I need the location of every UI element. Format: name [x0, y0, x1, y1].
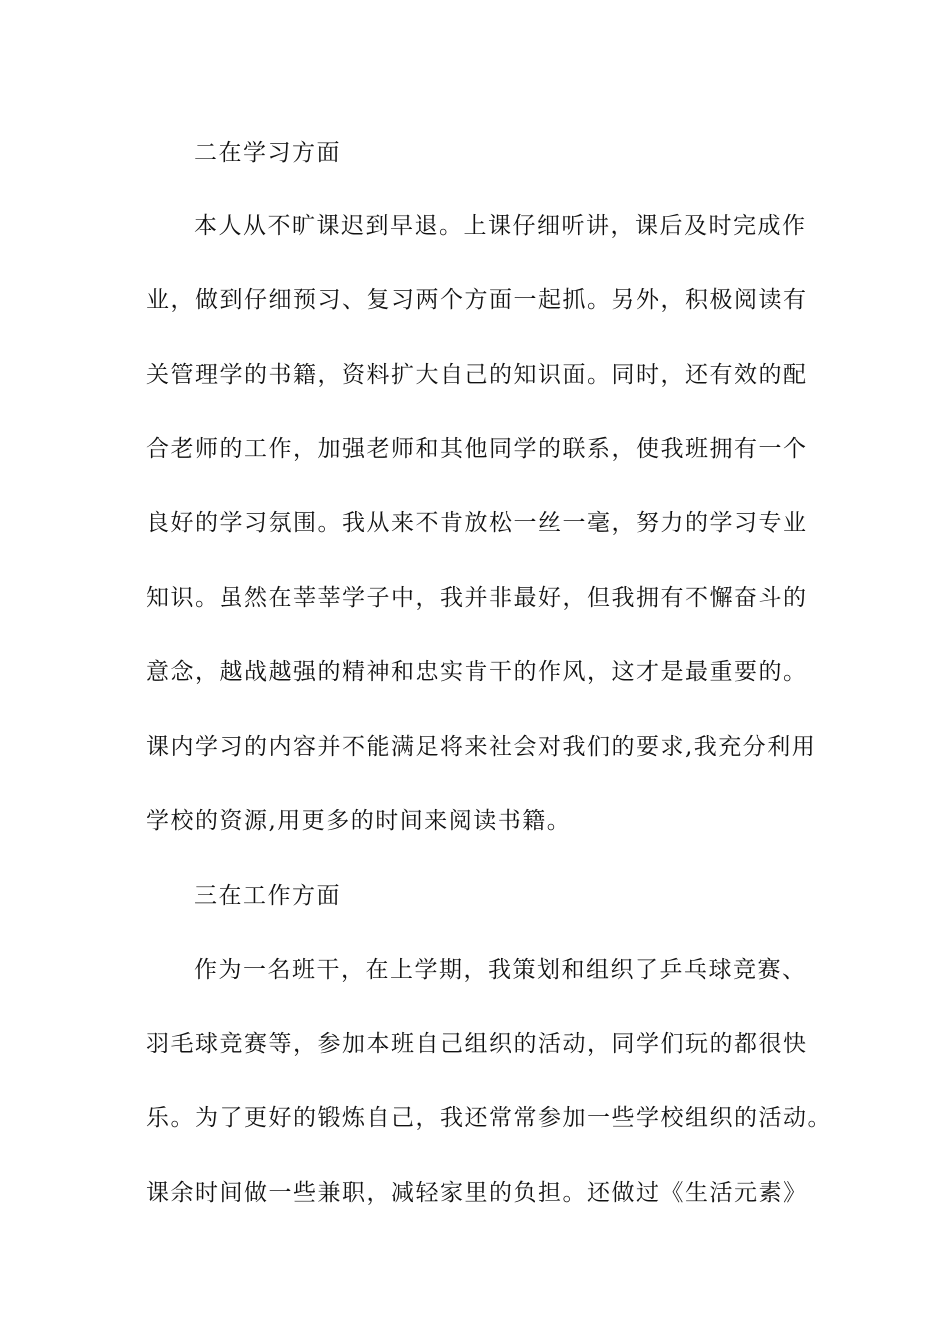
paragraph-line: 学校的资源,用更多的时间来阅读书籍。 [146, 808, 572, 834]
paragraph-line: 良好的学习氛围。我从来不肯放松一丝一毫，努力的学习专业 [146, 510, 808, 536]
paragraph-line: 知识。虽然在莘莘学子中，我并非最好，但我拥有不懈奋斗的 [146, 585, 808, 611]
paragraph-line: 课内学习的内容并不能满足将来社会对我们的要求,我充分利用 [146, 734, 817, 760]
section-heading-work: 三在工作方面 [194, 883, 341, 909]
paragraph-line: 合老师的工作，加强老师和其他同学的联系，使我班拥有一个 [146, 436, 808, 462]
paragraph-line: 本人从不旷课迟到早退。上课仔细听讲，课后及时完成作 [194, 213, 807, 239]
paragraph-line: 课余时间做一些兼职，减轻家里的负担。还做过《生活元素》 [146, 1180, 808, 1206]
paragraph-line: 乐。为了更好的锻炼自己，我还常常参加一些学校组织的活动。 [146, 1105, 832, 1131]
paragraph-line: 羽毛球竞赛等，参加本班自己组织的活动，同学们玩的都很快 [146, 1031, 808, 1057]
paragraph-line: 意念，越战越强的精神和忠实肯干的作风，这才是最重要的。 [146, 659, 808, 685]
section-heading-study: 二在学习方面 [194, 140, 341, 166]
paragraph-line: 作为一名班干，在上学期，我策划和组织了乒乓球竞赛、 [194, 957, 807, 983]
paragraph-line: 关管理学的书籍，资料扩大自己的知识面。同时，还有效的配 [146, 362, 808, 388]
paragraph-line: 业，做到仔细预习、复习两个方面一起抓。另外，积极阅读有 [146, 287, 808, 313]
